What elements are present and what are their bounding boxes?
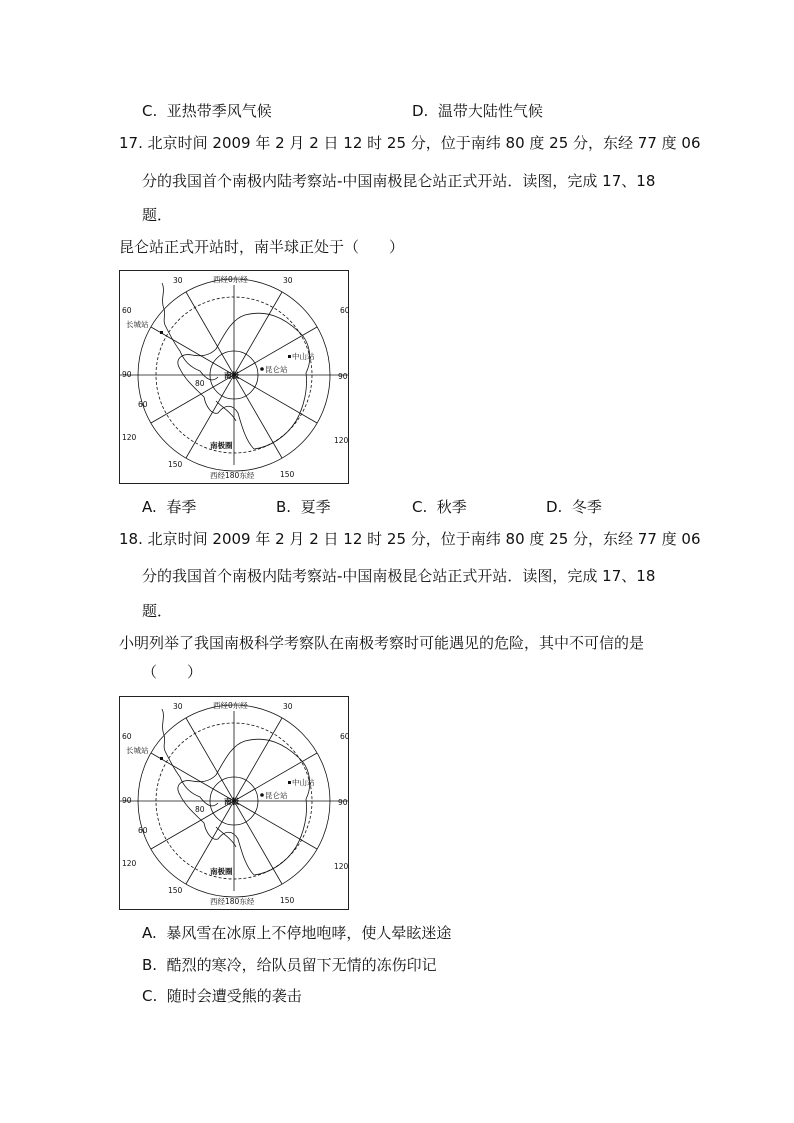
svg-text:120: 120 (122, 859, 137, 868)
antarctica-map-2 (119, 696, 349, 910)
bottom-meridian-label: 西经180东经 (210, 471, 255, 480)
svg-text:30: 30 (283, 702, 293, 711)
q18-stem-line1: 18. 北京时间 2009 年 2 月 2 日 12 时 25 分，位于南纬 80 度 25 分，东经 77 度 06 (119, 530, 701, 548)
svg-text:90: 90 (122, 796, 132, 805)
q18-option-b[interactable]: B. 酷烈的寒冷，给队员留下无情的冻伤印记 (142, 956, 437, 974)
q18-option-a[interactable]: A. 暴风雪在冰原上不停地咆哮，使人晕眩迷途 (142, 924, 452, 942)
pole-label: 南极 (224, 797, 239, 806)
zhongshan-marker (288, 781, 291, 784)
antarctica-map-svg (120, 697, 348, 909)
q18-option-c[interactable]: C. 随时会遭受熊的袭击 (142, 987, 302, 1005)
q17-option-d[interactable]: D. 冬季 (546, 498, 602, 516)
svg-text:30: 30 (283, 276, 293, 285)
antarctica-map-1 (119, 270, 349, 484)
q17-stem-line1: 17. 北京时间 2009 年 2 月 2 日 12 时 25 分，位于南纬 80 度 25 分，东经 77 度 06 (119, 134, 701, 152)
svg-text:80: 80 (195, 379, 205, 388)
q17-stem-line3: 题． (142, 206, 173, 224)
svg-text:30: 30 (173, 276, 183, 285)
svg-text:30: 30 (173, 702, 183, 711)
changcheng-marker (160, 331, 163, 334)
svg-text:80: 80 (195, 805, 205, 814)
zhongshan-marker (288, 355, 291, 358)
kunlun-marker (260, 793, 264, 797)
svg-text:60: 60 (122, 306, 132, 315)
svg-text:60: 60 (138, 400, 148, 409)
svg-text:60: 60 (340, 306, 350, 315)
q18-stem-line2: 分的我国首个南极内陆考察站-中国南极昆仑站正式开站．读图，完成 17、18 (142, 567, 656, 585)
antarctic-circle-label: 南极圈 (210, 867, 233, 876)
kunlun-label: 昆仑站 (265, 365, 288, 374)
svg-text:150: 150 (168, 460, 183, 469)
svg-text:120: 120 (122, 433, 137, 442)
top-meridian-label: 西经0东经 (213, 275, 248, 284)
q17-option-c[interactable]: C. 秋季 (412, 498, 467, 516)
antarctic-circle-label: 南极圈 (210, 441, 233, 450)
q18-stem-line3: 题． (142, 602, 173, 620)
q17-question: 昆仑站正式开站时，南半球正处于（ ） (119, 238, 405, 256)
q16-option-d[interactable]: D. 温带大陆性气候 (412, 102, 543, 120)
svg-text:150: 150 (280, 470, 295, 479)
svg-text:90: 90 (338, 798, 348, 807)
svg-text:90: 90 (122, 370, 132, 379)
q17-option-a[interactable]: A. 春季 (142, 498, 197, 516)
kunlun-label: 昆仑站 (265, 791, 288, 800)
svg-text:60: 60 (340, 732, 350, 741)
zhongshan-label: 中山站 (292, 352, 315, 361)
changcheng-label: 长城站 (126, 746, 149, 755)
svg-text:120: 120 (334, 862, 349, 871)
q17-option-b[interactable]: B. 夏季 (276, 498, 331, 516)
zhongshan-label: 中山站 (292, 778, 315, 787)
antarctica-map-svg (120, 271, 348, 483)
svg-text:60: 60 (122, 732, 132, 741)
svg-text:60: 60 (138, 826, 148, 835)
kunlun-marker (260, 367, 264, 371)
q17-stem-line2: 分的我国首个南极内陆考察站-中国南极昆仑站正式开站．读图，完成 17、18 (142, 172, 656, 190)
top-meridian-label: 西经0东经 (213, 701, 248, 710)
changcheng-marker (160, 757, 163, 760)
q18-question-line2: （ ） (142, 663, 203, 681)
svg-text:90: 90 (338, 372, 348, 381)
q16-option-c[interactable]: C. 亚热带季风气候 (142, 102, 272, 120)
q18-question-line1: 小明列举了我国南极科学考察队在南极考察时可能遇见的危险，其中不可信的是 (119, 634, 645, 652)
svg-text:150: 150 (280, 896, 295, 905)
pole-label: 南极 (224, 371, 239, 380)
svg-text:120: 120 (334, 436, 349, 445)
bottom-meridian-label: 西经180东经 (210, 897, 255, 906)
changcheng-label: 长城站 (126, 320, 149, 329)
svg-text:150: 150 (168, 886, 183, 895)
